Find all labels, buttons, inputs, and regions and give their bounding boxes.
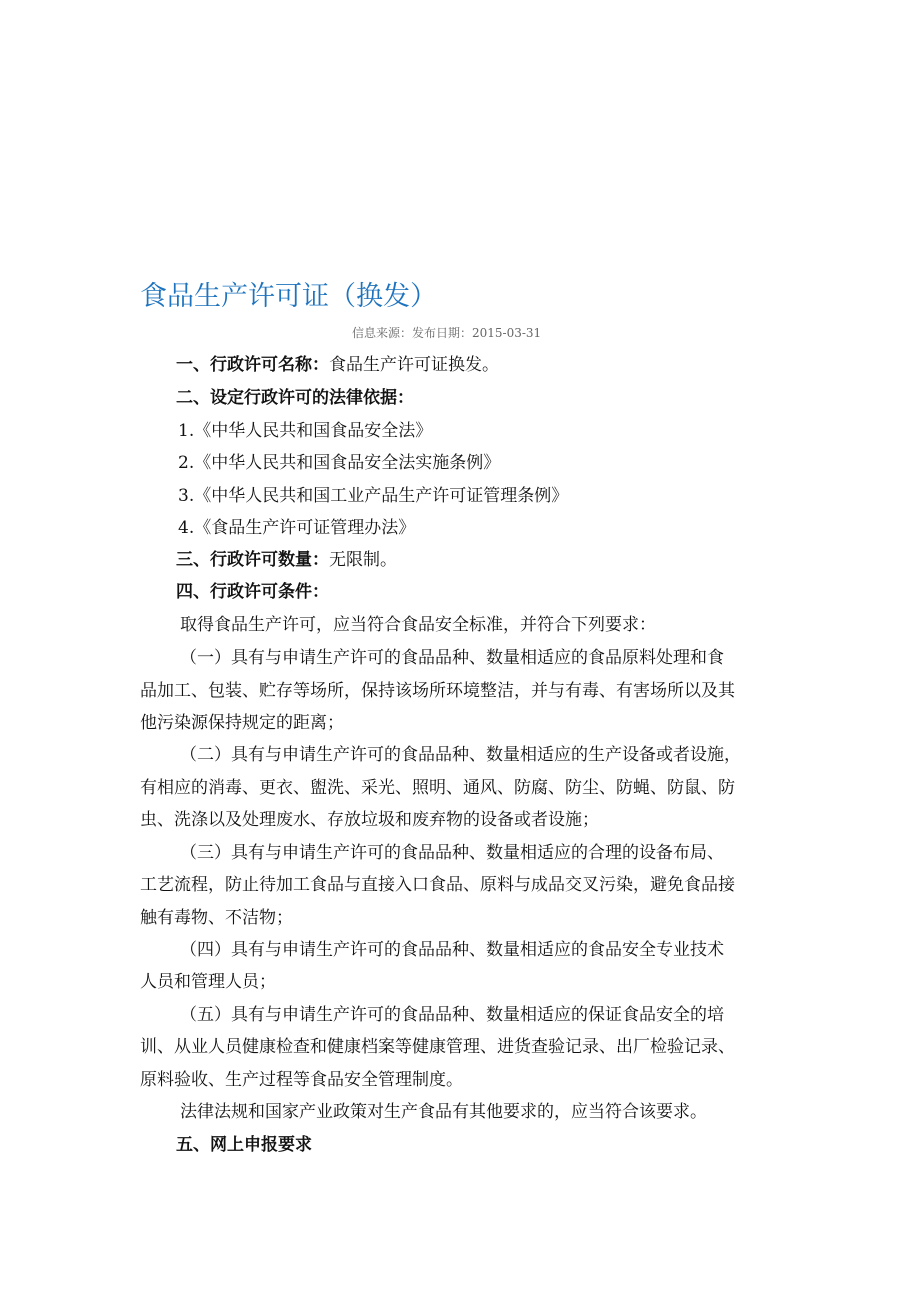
condition-4-line: （四）具有与申请生产许可的食品品种、数量相适应的食品安全专业技术 [180, 940, 724, 960]
condition-2-line: （二）具有与申请生产许可的食品品种、数量相适应的生产设备或者设施， [180, 745, 741, 765]
conditions-intro: 取得食品生产许可，应当符合食品安全标准，并符合下列要求： [180, 615, 656, 635]
section-3 [176, 548, 397, 572]
section-3-value: 无限制。 [329, 550, 397, 570]
condition-2-line: 有相应的消毒、更衣、盥洗、采光、照明、通风、防腐、防尘、防蝇、防鼠、防 [140, 778, 735, 798]
condition-3-line: （三）具有与申请生产许可的食品品种、数量相适应的合理的设备布局、 [180, 843, 724, 863]
condition-1-line: （一）具有与申请生产许可的食品品种、数量相适应的食品原料处理和食 [180, 648, 724, 668]
section-3-heading: 三、行政许可数量： [176, 550, 329, 570]
condition-4-line: 人员和管理人员； [140, 972, 276, 992]
law-item: 1.《中华人民共和国食品安全法》 [178, 421, 433, 441]
closing-paragraph: 法律法规和国家产业政策对生产食品有其他要求的，应当符合该要求。 [180, 1102, 707, 1122]
section-5-heading: 五、网上申报要求 [176, 1135, 312, 1155]
condition-1-line: 他污染源保持规定的距离； [140, 713, 344, 733]
section-1-heading: 一、行政许可名称： [176, 355, 329, 375]
section-1 [176, 353, 499, 377]
condition-1-line: 品加工、包装、贮存等场所，保持该场所环境整洁，并与有毒、有害场所以及其 [140, 681, 735, 701]
condition-5-line: （五）具有与申请生产许可的食品品种、数量相适应的保证食品安全的培 [180, 1005, 724, 1025]
law-item: 3.《中华人民共和国工业产品生产许可证管理条例》 [178, 486, 569, 506]
section-4-heading: 四、行政许可条件： [176, 582, 329, 602]
publish-info: 信息来源：发布日期：2015-03-31 [352, 326, 542, 340]
condition-5-line: 原料验收、生产过程等食品安全管理制度。 [140, 1070, 463, 1090]
condition-3-line: 工艺流程，防止待加工食品与直接入口食品、原料与成品交叉污染，避免食品接 [140, 875, 735, 895]
document-title: 食品生产许可证（换发） [140, 281, 437, 312]
section-1-value: 食品生产许可证换发。 [329, 355, 499, 375]
condition-2-line: 虫、洗涤以及处理废水、存放垃圾和废弃物的设备或者设施； [140, 810, 599, 830]
law-item: 2.《中华人民共和国食品安全法实施条例》 [178, 453, 501, 473]
law-item: 4.《食品生产许可证管理办法》 [178, 518, 416, 538]
section-2-heading: 二、设定行政许可的法律依据： [176, 388, 414, 408]
condition-3-line: 触有毒物、不洁物； [140, 908, 293, 928]
condition-5-line: 训、从业人员健康检查和健康档案等健康管理、进货查验记录、出厂检验记录、 [140, 1037, 735, 1057]
